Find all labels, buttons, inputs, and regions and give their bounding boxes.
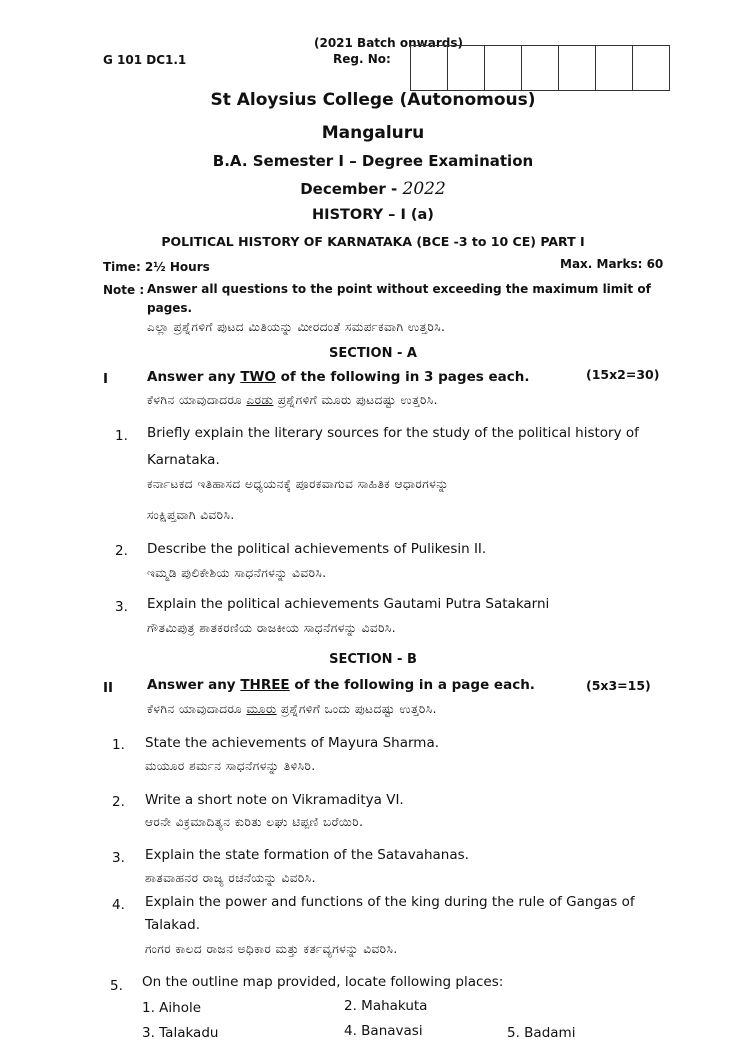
question-text: Explain the political achievements Gautami Putra Satakarni — [147, 596, 550, 612]
question-text: State the achievements of Mayura Sharma. — [145, 735, 440, 751]
batch-note: (2021 Batch onwards) — [314, 36, 463, 50]
question-text: Write a short note on Vikramaditya VI. — [145, 792, 404, 808]
map-place: 4. Banavasi — [344, 1023, 423, 1039]
section-a-heading: SECTION - A — [329, 346, 417, 361]
note-text: Answer all questions to the point without exceeding the maximum limit of — [147, 282, 651, 296]
exam-year: 2022 — [402, 179, 446, 199]
exam-title: B.A. Semester I – Degree Examination — [212, 152, 534, 170]
question-text: Explain the state formation of the Satavahanas. — [145, 847, 469, 863]
paper-title: POLITICAL HISTORY OF KARNATAKA (BCE -3 to 10 CE) PART I — [161, 234, 585, 249]
college-city: Mangaluru — [321, 123, 425, 143]
question-text: Briefly explain the literary sources for the study of the political history of — [147, 425, 639, 441]
section-b-instruction: Answer any THREE of the following in a page each. — [147, 677, 535, 693]
question-number: 5. — [110, 978, 123, 994]
question-number: 2. — [115, 543, 128, 559]
question-text: On the outline map provided, locate following places: — [142, 974, 504, 990]
question-text-cont: Karnataka. — [147, 452, 220, 468]
note-kannada: ಎಲ್ಲಾ ಪ್ರಶ್ನೆಗಳಿಗೆ ಪುಟದ ಮಿತಿಯನ್ನು ಮೀರದಂತೆ ಸಮರ್ಪಕವಾಗಿ ಉತ್ತರಿಸಿ. — [147, 320, 446, 334]
note-label: Note : — [103, 283, 145, 297]
section-b-heading: SECTION - B — [329, 652, 417, 667]
question-kannada: ಶಾತವಾಹನರ ರಾಜ್ಯ ರಚನೆಯನ್ನು ವಿವರಿಸಿ. — [145, 871, 316, 885]
max-marks: Max. Marks: 60 — [560, 257, 664, 271]
question-number: 3. — [112, 850, 125, 866]
question-kannada: ಕರ್ನಾಟಕದ ಇತಿಹಾಸದ ಅಧ್ಯಯನಕ್ಕೆ ಪೂರಕವಾಗುವ ಸಾಹಿತಿಕ ಆಧಾರಗಳನ್ನು — [147, 477, 449, 491]
map-place: 3. Talakadu — [142, 1025, 219, 1041]
question-kannada: ಮಯೂರ ಶರ್ಮನ ಸಾಧನೆಗಳನ್ನು ತಿಳಿಸಿರಿ. — [145, 759, 316, 773]
reg-no-boxes[interactable] — [411, 45, 670, 91]
reg-no-label: Reg. No: — [333, 52, 391, 66]
reg-box[interactable] — [595, 45, 633, 91]
question-kannada: ಇಮ್ಮಡಿ ಪುಲಿಕೇಶಿಯ ಸಾಧನೆಗಳನ್ನು ವಿವರಿಸಿ. — [147, 566, 327, 580]
question-kannada: ಗೌತಮಿಪುತ್ರ ಶಾತಕರಣಿಯ ರಾಜಕೀಯ ಸಾಧನೆಗಳನ್ನು ವಿವರಿಸಿ. — [147, 621, 397, 635]
section-a-instruction-kannada: ಕೆಳಗಿನ ಯಾವುದಾದರೂ ಎರಡು ಪ್ರಶ್ನೆಗಳಿಗೆ ಮೂರು ಪುಟದಷ್ಟು ಉತ್ತರಿಸಿ. — [147, 393, 438, 407]
subject-title: HISTORY – I (a) — [312, 207, 434, 223]
question-number: 4. — [112, 897, 125, 913]
question-text: Describe the political achievements of Pulikesin II. — [147, 541, 487, 557]
reg-box[interactable] — [521, 45, 559, 91]
section-b-number: II — [103, 680, 114, 696]
reg-box[interactable] — [484, 45, 522, 91]
question-number: 1. — [115, 428, 128, 444]
section-a-number: I — [103, 371, 109, 387]
exam-time: Time: 2½ Hours — [103, 260, 210, 274]
paper-code: G 101 DC1.1 — [103, 53, 187, 67]
section-a-instruction: Answer any TWO of the following in 3 pages each. — [147, 369, 530, 385]
map-place: 2. Mahakuta — [344, 998, 428, 1014]
question-kannada: ಆರನೇ ವಿಕ್ರಮಾದಿತ್ಯನ ಕುರಿತು ಲಘು ಟಿಪ್ಪಣಿ ಬರೆಯಿರಿ. — [145, 815, 364, 829]
question-text: Explain the power and functions of the king during the rule of Gangas of — [145, 894, 635, 910]
map-place: 1. Aihole — [142, 1000, 202, 1016]
exam-month: December - — [300, 180, 398, 198]
question-number: 2. — [112, 794, 125, 810]
section-b-marks: (5x3=15) — [586, 678, 651, 693]
question-number: 1. — [112, 737, 125, 753]
reg-box[interactable] — [632, 45, 670, 91]
question-number: 3. — [115, 599, 128, 615]
map-place: 5. Badami — [507, 1025, 576, 1041]
section-b-instruction-kannada: ಕೆಳಗಿನ ಯಾವುದಾದರೂ ಮೂರು ಪ್ರಶ್ನೆಗಳಿಗೆ ಒಂದು ಪುಟದಷ್ಟು ಉತ್ತರಿಸಿ. — [147, 702, 437, 716]
note-text-cont: pages. — [147, 301, 193, 315]
question-text-cont: Talakad. — [145, 917, 201, 933]
exam-date — [0, 179, 746, 199]
college-name: St Aloysius College (Autonomous) — [210, 90, 536, 110]
question-kannada: ಗಂಗರ ಕಾಲದ ರಾಜನ ಅಧಿಕಾರ ಮತ್ತು ಕರ್ತವ್ಯಗಳನ್ನು ವಿವರಿಸಿ. — [145, 942, 398, 956]
reg-box[interactable] — [558, 45, 596, 91]
question-kannada-cont: ಸಂಕ್ಷಿಪ್ತವಾಗಿ ವಿವರಿಸಿ. — [147, 508, 235, 522]
reg-box[interactable] — [447, 45, 485, 91]
reg-box[interactable] — [410, 45, 448, 91]
section-a-marks: (15x2=30) — [586, 367, 660, 382]
